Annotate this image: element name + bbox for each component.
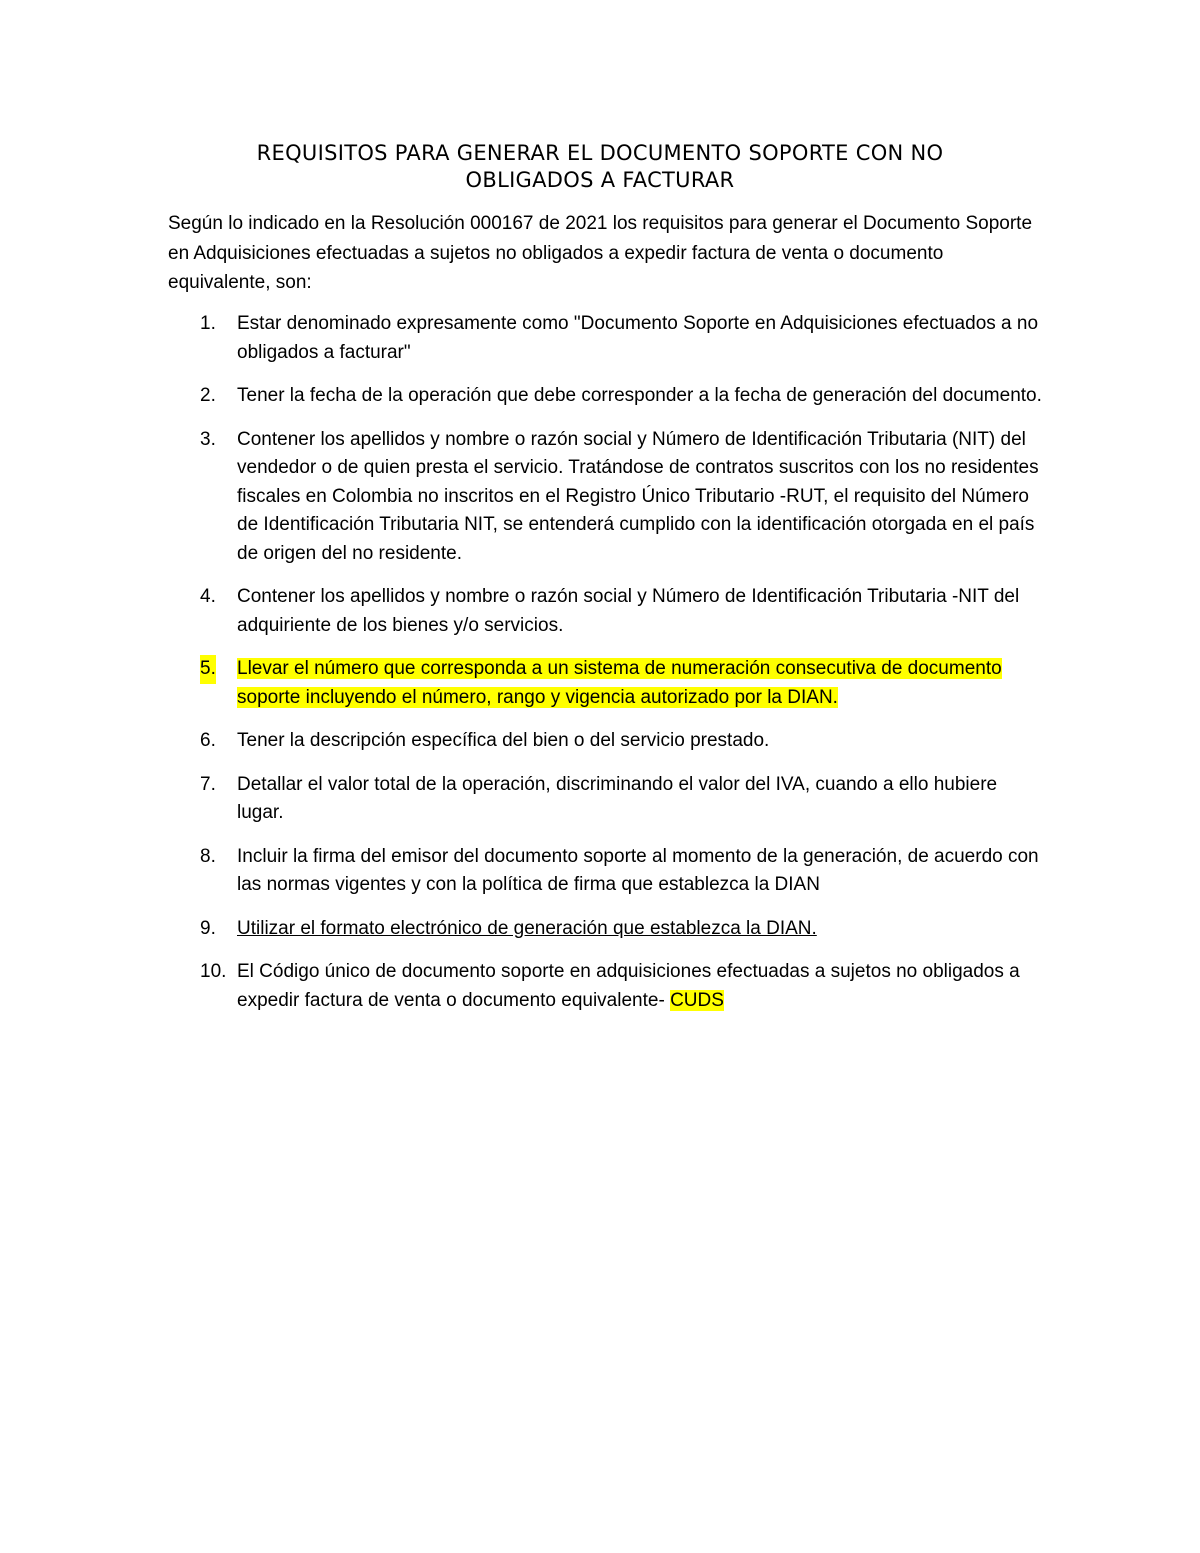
- item-text: Detallar el valor total de la operación, discriminando el valor del IVA, cuando a ello hubiere lugar.: [237, 773, 998, 823]
- item-number: 8.: [200, 845, 216, 867]
- list-item: [168, 583, 1048, 640]
- item-number: 7.: [200, 773, 216, 795]
- list-item: [168, 958, 1048, 1015]
- list-item: [168, 915, 1048, 944]
- item-text: Contener los apellidos y nombre o razón social y Número de Identificación Tributaria (NIT) del vendedor o de quien presta el servicio. Tratándose de contratos suscritos con los no residentes fiscales en Colombia no inscritos en el Registro Único Tributario -RUT, el requisito del Número de Identificación Tributaria NIT, se entenderá cumplido con la identificación otorgada en el país de origen del no residente.: [237, 428, 1039, 564]
- document-title: [150, 140, 1050, 194]
- list-item: [168, 426, 1048, 569]
- item-number: 3.: [200, 428, 216, 450]
- item-number: 1.: [200, 313, 216, 334]
- item-text: Tener la fecha de la operación que debe corresponder a la fecha de generación del documento.: [237, 385, 1042, 406]
- item-number: 6.: [200, 730, 216, 751]
- title-line-1: REQUISITOS PARA GENERAR EL DOCUMENTO SOPORTE CON NO: [256, 141, 944, 165]
- list-item: [168, 727, 1048, 756]
- list-item: [168, 771, 1048, 828]
- item-text: Tener la descripción específica del bien o del servicio prestado.: [237, 730, 770, 751]
- item-number: 10.: [200, 961, 227, 982]
- item-number: 5.: [200, 655, 216, 684]
- item-text-underlined: Utilizar el formato electrónico de generación que establezca la DIAN.: [237, 917, 817, 939]
- list-item-highlighted: [168, 655, 1048, 712]
- list-item: [168, 310, 1048, 367]
- item-text: Contener los apellidos y nombre o razón social y Número de Identificación Tributaria -NIT del adquiriente de los bienes y/o servicios.: [237, 586, 1020, 636]
- item-text-highlighted: Llevar el número que corresponda a un sistema de numeración consecutiva de documento soporte incluyendo el número, rango y vigencia autorizado por la DIAN.: [237, 658, 1002, 708]
- item-number: 4.: [200, 586, 216, 607]
- list-item: [168, 382, 1048, 411]
- item-text: El Código único de documento soporte en adquisiciones efectuadas a sujetos no obligados a expedir factura de venta o documento equivalente-: [237, 961, 1020, 1011]
- item-number: 2.: [200, 385, 216, 406]
- item-text: Incluir la firma del emisor del documento soporte al momento de la generación, de acuerdo con las normas vigentes y con la política de firma que establezca la DIAN: [237, 845, 1039, 895]
- item-text: Estar denominado expresamente como "Documento Soporte en Adquisiciones efectuados a no obligados a facturar": [237, 313, 1039, 363]
- list-item: [168, 843, 1048, 900]
- item-number: 9.: [200, 917, 216, 939]
- intro-paragraph: Según lo indicado en la Resolución 000167 de 2021 los requisitos para generar el Documento Soporte en Adquisiciones efectuadas a sujetos no obligados a expedir factura de venta o documento equivalente, son:: [168, 213, 1033, 293]
- requirements-list: [168, 310, 1048, 1030]
- title-line-2: OBLIGADOS A FACTURAR: [465, 168, 735, 192]
- cuds-highlight: CUDS: [670, 989, 724, 1011]
